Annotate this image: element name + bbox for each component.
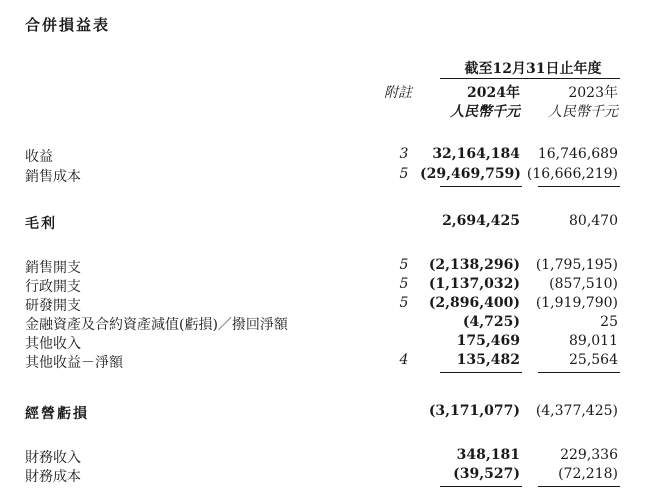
- value-2023: (16,666,219): [526, 166, 618, 182]
- value-2024: 135,482: [456, 352, 520, 368]
- row-other-income: [0, 333, 651, 353]
- value-2023: (857,510): [549, 276, 618, 292]
- row-label: 財務成本: [25, 469, 81, 485]
- row-label: 金融資產及合約資產減值(虧損)／撥回淨額: [25, 317, 288, 333]
- row-note: 4: [399, 352, 409, 368]
- value-2024: 348,181: [456, 447, 520, 463]
- row-label: 其他收入: [25, 336, 81, 352]
- value-2024: 175,469: [456, 333, 520, 349]
- row-label: 收益: [25, 149, 53, 165]
- row-note: 5: [399, 257, 409, 273]
- value-2024: (1,137,032): [428, 276, 520, 292]
- row-label: 銷售成本: [25, 169, 81, 185]
- value-2024: (2,138,296): [428, 257, 520, 273]
- row-finance-cost: [0, 466, 651, 486]
- row-note: 5: [399, 295, 409, 311]
- row-cost-of-sales: [0, 166, 651, 186]
- period-underline: [440, 78, 620, 79]
- year-2023-header: 2023年: [568, 85, 618, 101]
- row-label: 銷售開支: [25, 260, 81, 276]
- statement-title: 合併損益表: [25, 16, 111, 34]
- value-2024: (29,469,759): [420, 166, 521, 182]
- subtotal-rule-2023: [538, 486, 620, 487]
- row-rnd-expenses: [0, 295, 651, 315]
- row-note: 5: [399, 276, 409, 292]
- row-label: 財務收入: [25, 450, 81, 466]
- value-2023: 25,564: [569, 352, 618, 368]
- row-label: 研發開支: [25, 298, 81, 314]
- subtotal-rule-2024: [440, 186, 522, 187]
- period-header: 截至12月31日止年度: [464, 61, 602, 77]
- unit-2024-header: 人民幣千元: [450, 104, 520, 120]
- row-label: 經營虧損: [25, 406, 89, 422]
- row-label: 毛利: [25, 216, 57, 232]
- subtotal-rule-2024: [440, 486, 522, 487]
- row-other-gains: [0, 352, 651, 372]
- value-2023: (1,795,195): [535, 257, 618, 273]
- row-impairment: [0, 314, 651, 334]
- value-2023: 80,470: [569, 213, 618, 229]
- value-2023: 229,336: [560, 447, 618, 463]
- row-label: 其他收益－淨額: [25, 355, 123, 371]
- row-label: 行政開支: [25, 279, 81, 295]
- subtotal-rule-2023: [538, 186, 620, 187]
- row-gross-profit: [0, 213, 651, 233]
- value-2024: (3,171,077): [428, 403, 520, 419]
- value-2024: 32,164,184: [432, 146, 520, 162]
- year-2024-header: 2024年: [467, 85, 520, 101]
- row-finance-income: [0, 447, 651, 467]
- value-2023: 89,011: [569, 333, 618, 349]
- subtotal-rule-2024: [440, 372, 522, 373]
- unit-2023-header: 人民幣千元: [548, 104, 618, 120]
- value-2024: (4,725): [462, 314, 520, 330]
- value-2023: 16,746,689: [537, 146, 618, 162]
- value-2023: (72,218): [558, 466, 618, 482]
- value-2023: 25: [600, 314, 618, 330]
- subtotal-rule-2023: [538, 372, 620, 373]
- value-2023: (4,377,425): [535, 403, 618, 419]
- note-column-header: 附註: [384, 85, 412, 101]
- row-note: 5: [399, 166, 409, 182]
- row-note: 3: [399, 146, 409, 162]
- value-2024: 2,694,425: [442, 213, 520, 229]
- row-admin-expenses: [0, 276, 651, 296]
- value-2024: (2,896,400): [428, 295, 520, 311]
- row-revenue: [0, 146, 651, 166]
- row-selling-expenses: [0, 257, 651, 277]
- value-2024: (39,527): [453, 466, 520, 482]
- value-2023: (1,919,790): [535, 295, 618, 311]
- row-operating-loss: [0, 403, 651, 423]
